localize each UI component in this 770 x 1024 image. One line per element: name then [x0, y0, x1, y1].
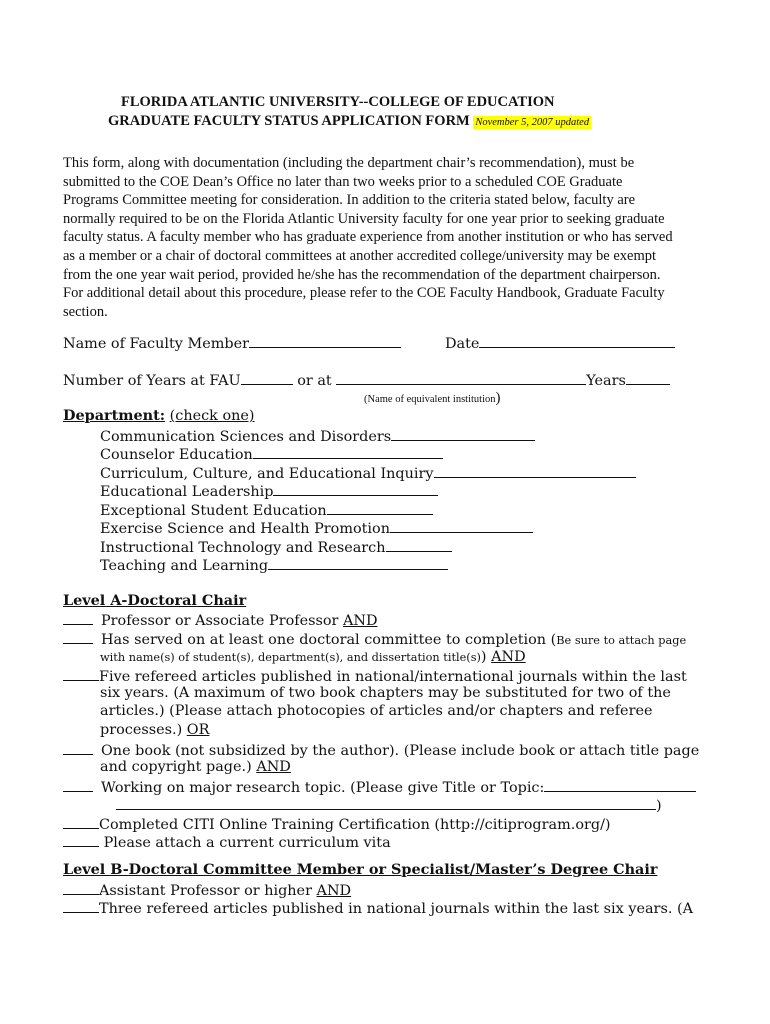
department-check-line[interactable] — [327, 500, 433, 515]
intro-line: Programs Committee meeting for consideration. In addition to the criteria stated below, faculty are — [63, 192, 636, 209]
intro-line: faculty status. A faculty member who has graduate experience from another institution or who has served — [63, 229, 673, 246]
update-note-highlight: November 5, 2007 updated — [475, 117, 590, 128]
intro-line: submitted to the COE Dean’s Office no later than two weeks prior to a scheduled COE Graduate — [63, 173, 623, 190]
criterion-check-line[interactable] — [63, 880, 99, 895]
criterion-check-line[interactable] — [63, 814, 99, 829]
equivalent-institution-input-line[interactable] — [336, 370, 586, 385]
department-option — [100, 426, 535, 445]
department-check-line[interactable] — [391, 426, 535, 441]
intro-line: as a member or a chair of doctoral committees at another accredited college/university may be exempt — [63, 247, 657, 264]
intro-line: section. — [63, 303, 108, 320]
criterion-text: Three refereed articles published in national journals within the last six years. (A — [99, 901, 693, 917]
header-form-title-text: GRADUATE FACULTY STATUS APPLICATION FORM — [108, 113, 470, 129]
date-field-row — [445, 333, 675, 352]
topic-input-line[interactable] — [544, 777, 696, 792]
or-keyword: OR — [186, 722, 210, 738]
years-fau-label: Number of Years at FAU — [63, 373, 241, 389]
department-option-label: Counselor Education — [100, 447, 253, 463]
topic-close-paren: ) — [656, 798, 662, 814]
criterion-text: One book (not subsidized by the author). (Please include book or attach title page — [101, 743, 700, 759]
department-option — [100, 518, 533, 537]
department-label: Department: — [63, 407, 166, 424]
department-heading — [63, 407, 255, 424]
name-field-row — [63, 333, 401, 352]
and-keyword: AND — [316, 883, 352, 899]
years-label: Years — [586, 373, 626, 389]
date-label: Date — [445, 336, 480, 352]
department-option-label: Curriculum, Culture, and Educational Inquiry — [100, 466, 434, 482]
level-a-criterion — [63, 740, 699, 760]
department-option — [100, 463, 636, 482]
criterion-text: Professor or Associate Professor — [101, 613, 343, 629]
level-a-criterion — [63, 610, 378, 630]
intro-line: from the one year wait period, provided he/she has the recommendation of the department chairperson. — [63, 266, 661, 283]
criterion-note: with name(s) of student(s), department(s), and dissertation title(s) — [100, 651, 481, 664]
criterion-text-row — [100, 722, 209, 738]
name-input-line[interactable] — [249, 333, 401, 348]
department-option-label: Communication Sciences and Disorders — [100, 429, 392, 445]
criterion-text: Please attach a current curriculum vita — [99, 835, 391, 851]
criterion-text: Working on major research topic. (Please give Title or Topic: — [101, 780, 545, 796]
level-a-criterion — [63, 832, 391, 852]
or-at-label: or at — [297, 373, 332, 389]
criterion-check-line[interactable] — [63, 666, 99, 681]
header-form-title — [108, 113, 591, 130]
department-hint: (check one) — [169, 408, 255, 424]
header-university: FLORIDA ATLANTIC UNIVERSITY--COLLEGE OF EDUCATION — [121, 94, 555, 110]
criterion-text: Five refereed articles published in national/international journals within the last — [99, 669, 687, 685]
years-input-line[interactable] — [626, 370, 670, 385]
intro-line: For additional detail about this procedure, please refer to the COE Faculty Handbook, Graduate Faculty — [63, 285, 665, 302]
criterion-check-line[interactable] — [63, 629, 93, 644]
topic-input-line-2[interactable] — [116, 795, 656, 810]
equiv-note-paren: ) — [495, 390, 501, 406]
intro-line: normally required to be on the Florida Atlantic University faculty for one year prior to seeking graduate — [63, 210, 665, 227]
department-option-label: Educational Leadership — [100, 484, 274, 500]
level-a-criterion — [63, 814, 611, 834]
criterion-text: Assistant Professor or higher — [99, 883, 317, 899]
criterion-check-line[interactable] — [63, 832, 99, 847]
criterion-note: Be sure to attach page — [556, 634, 687, 647]
criterion-check-line[interactable] — [63, 740, 93, 755]
criterion-text-row — [100, 759, 291, 775]
level-a-criterion — [63, 777, 696, 797]
years-fau-input-line[interactable] — [241, 370, 293, 385]
department-option — [100, 481, 438, 500]
department-option — [100, 555, 448, 574]
criterion-check-line[interactable] — [63, 898, 99, 913]
and-keyword: AND — [256, 759, 291, 775]
years-field-row — [63, 370, 670, 389]
department-option-label: Exceptional Student Education — [100, 503, 327, 519]
level-a-criterion — [63, 629, 686, 649]
level-b-criterion — [63, 880, 351, 900]
department-option-label: Instructional Technology and Research — [100, 540, 386, 556]
criterion-text: articles.) (Please attach photocopies of articles and/or chapters and referee — [100, 703, 653, 719]
intro-line: This form, along with documentation (including the department chair’s recommendation), must be — [63, 155, 635, 171]
department-check-line[interactable] — [268, 555, 448, 570]
criterion-text: and copyright page.) — [100, 759, 257, 775]
level-a-criterion — [63, 666, 687, 686]
criterion-text: Has served on at least one doctoral committee to completion ( — [101, 632, 557, 648]
level-b-criterion — [63, 898, 693, 918]
level-a-title: Level A-Doctoral Chair — [63, 592, 247, 609]
department-option — [100, 500, 433, 519]
department-check-line[interactable] — [386, 537, 452, 552]
level-a-criterion-cont — [100, 648, 526, 666]
criterion-text: Completed CITI Online Training Certification (http://citiprogram.org/) — [99, 817, 611, 833]
department-check-line[interactable] — [434, 463, 636, 478]
department-check-line[interactable] — [253, 444, 443, 459]
name-label: Name of Faculty Member — [63, 336, 249, 352]
criterion-text: processes.) — [100, 722, 187, 738]
intro-paragraph — [63, 154, 673, 321]
date-input-line[interactable] — [479, 333, 675, 348]
level-b-title: Level B-Doctoral Committee Member or Specialist/Master’s Degree Chair — [63, 861, 658, 878]
equiv-note: (Name of equivalent institution — [364, 394, 496, 405]
criterion-check-line[interactable] — [63, 610, 93, 625]
department-option — [100, 537, 452, 556]
equiv-note-row — [364, 389, 501, 407]
and-keyword: AND — [342, 613, 378, 629]
department-check-line[interactable] — [273, 481, 438, 496]
criterion-check-line[interactable] — [63, 777, 93, 792]
department-check-line[interactable] — [390, 518, 533, 533]
department-option-label: Exercise Science and Health Promotion — [100, 521, 390, 537]
department-option-label: Teaching and Learning — [100, 558, 269, 574]
department-option — [100, 444, 443, 463]
topic-continuation-row — [116, 795, 662, 814]
criterion-text: six years. (A maximum of two book chapters may be substituted for two of the — [100, 685, 671, 701]
criterion-text: ) — [480, 649, 492, 665]
and-keyword: AND — [491, 649, 526, 665]
